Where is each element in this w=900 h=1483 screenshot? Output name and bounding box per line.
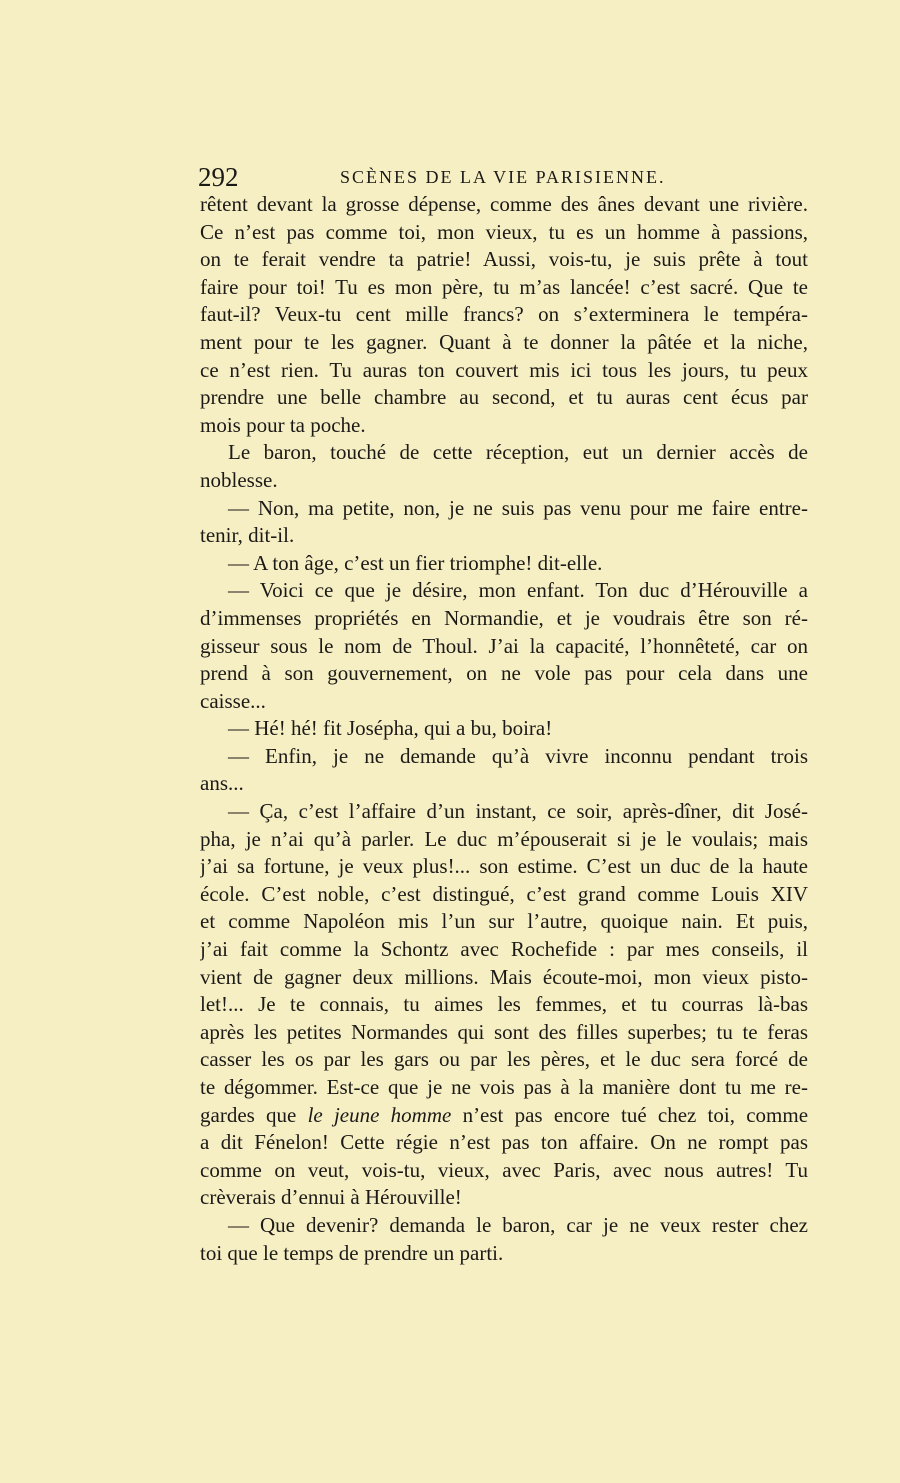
italic-text: le jeune homme (307, 1102, 452, 1127)
text-line: — Non, ma petite, non, je ne suis pas venu pour me faire entre- (228, 495, 808, 520)
text-line: rêtent devant la grosse dépense, comme des ânes devant une rivière. (200, 192, 808, 216)
text-segment: n’est pas encore tué chez toi, comme (462, 1102, 808, 1127)
text-line: ans... (200, 771, 244, 796)
page-number: 292 (198, 162, 239, 192)
text-line: let!... Je te connais, tu aimes les femmes, et tu courras là-bas (200, 992, 808, 1017)
text-segment: gardes que (200, 1102, 297, 1127)
text-line: — A ton âge, c’est un fier triomphe! dit-elle. (228, 550, 603, 575)
text-line: — Enfin, je ne demande qu’à vivre inconnu pendant trois (228, 743, 808, 768)
text-line: après les petites Normandes qui sont des filles superbes; tu te feras (200, 1019, 808, 1044)
text-line: a dit Fénelon! Cette régie n’est pas ton affaire. On ne rompt pas (200, 1130, 808, 1155)
text-line: prend à son gouvernement, on ne vole pas pour cela dans une (200, 661, 808, 686)
text-line: crèverais d’ennui à Hérouville! (200, 1185, 462, 1210)
text-line: pha, je n’ai qu’à parler. Le duc m’épouserait si je le voulais; mais (200, 826, 808, 851)
text-line: — Que devenir? demanda le baron, car je ne veux rester chez (228, 1212, 808, 1237)
body-text (200, 191, 808, 1267)
text-line: — Hé! hé! fit Josépha, qui a bu, boira! (228, 716, 553, 741)
text-line: on te ferait vendre ta patrie! Aussi, vois-tu, je suis prête à tout (200, 247, 808, 272)
text-line: — Ça, c’est l’affaire d’un instant, ce soir, après-dîner, dit José- (228, 799, 808, 824)
text-line: Ce n’est pas comme toi, mon vieux, tu es un homme à passions, (200, 219, 808, 244)
text-line: caisse... (200, 688, 266, 713)
text-line: école. C’est noble, c’est distingué, c’est grand comme Louis XIV (200, 881, 808, 906)
text-line: ce n’est rien. Tu auras ton couvert mis ici tous les jours, tu peux (200, 357, 808, 382)
text-line (200, 1102, 808, 1130)
text-line: ment pour te les gagner. Quant à te donner la pâtée et la niche, (200, 329, 808, 354)
text-line: tenir, dit-il. (200, 523, 295, 548)
text-line: j’ai fait comme la Schontz avec Rochefide : par mes conseils, il (200, 937, 808, 962)
text-line: mois pour ta poche. (200, 412, 366, 437)
text-line: et comme Napoléon mis l’un sur l’autre, quoique nain. Et puis, (200, 909, 808, 934)
text-line: prendre une belle chambre au second, et tu auras cent écus par (200, 385, 808, 410)
text-line: faire pour toi! Tu es mon père, tu m’as lancée! c’est sacré. Que te (200, 274, 808, 299)
text-line: casser les os par les gars ou par les pères, et le duc sera forcé de (200, 1047, 808, 1072)
page-header (198, 160, 808, 194)
running-head: SCÈNES DE LA VIE PARISIENNE. (340, 167, 666, 187)
text-line: noblesse. (200, 467, 278, 492)
text-line: faut-il? Veux-tu cent mille francs? on s’exterminera le tempéra- (200, 302, 808, 327)
text-line: comme on veut, vois-tu, vieux, avec Paris, avec nous autres! Tu (200, 1157, 808, 1182)
text-line: Le baron, touché de cette réception, eut un dernier accès de (228, 440, 808, 465)
text-line: gisseur sous le nom de Thoul. J’ai la capacité, l’honnêteté, car on (200, 633, 808, 658)
text-line: vient de gagner deux millions. Mais écoute-moi, mon vieux pisto- (200, 964, 808, 989)
text-line: toi que le temps de prendre un parti. (200, 1240, 504, 1265)
text-line: j’ai sa fortune, je veux plus!... son estime. C’est un duc de la haute (200, 854, 808, 879)
text-line: — Voici ce que je désire, mon enfant. Ton duc d’Hérouville a (228, 578, 808, 603)
text-line: te dégommer. Est-ce que je ne vois pas à la manière dont tu me re- (200, 1075, 808, 1099)
text-line: d’immenses propriétés en Normandie, et je voudrais être son ré- (200, 605, 808, 630)
